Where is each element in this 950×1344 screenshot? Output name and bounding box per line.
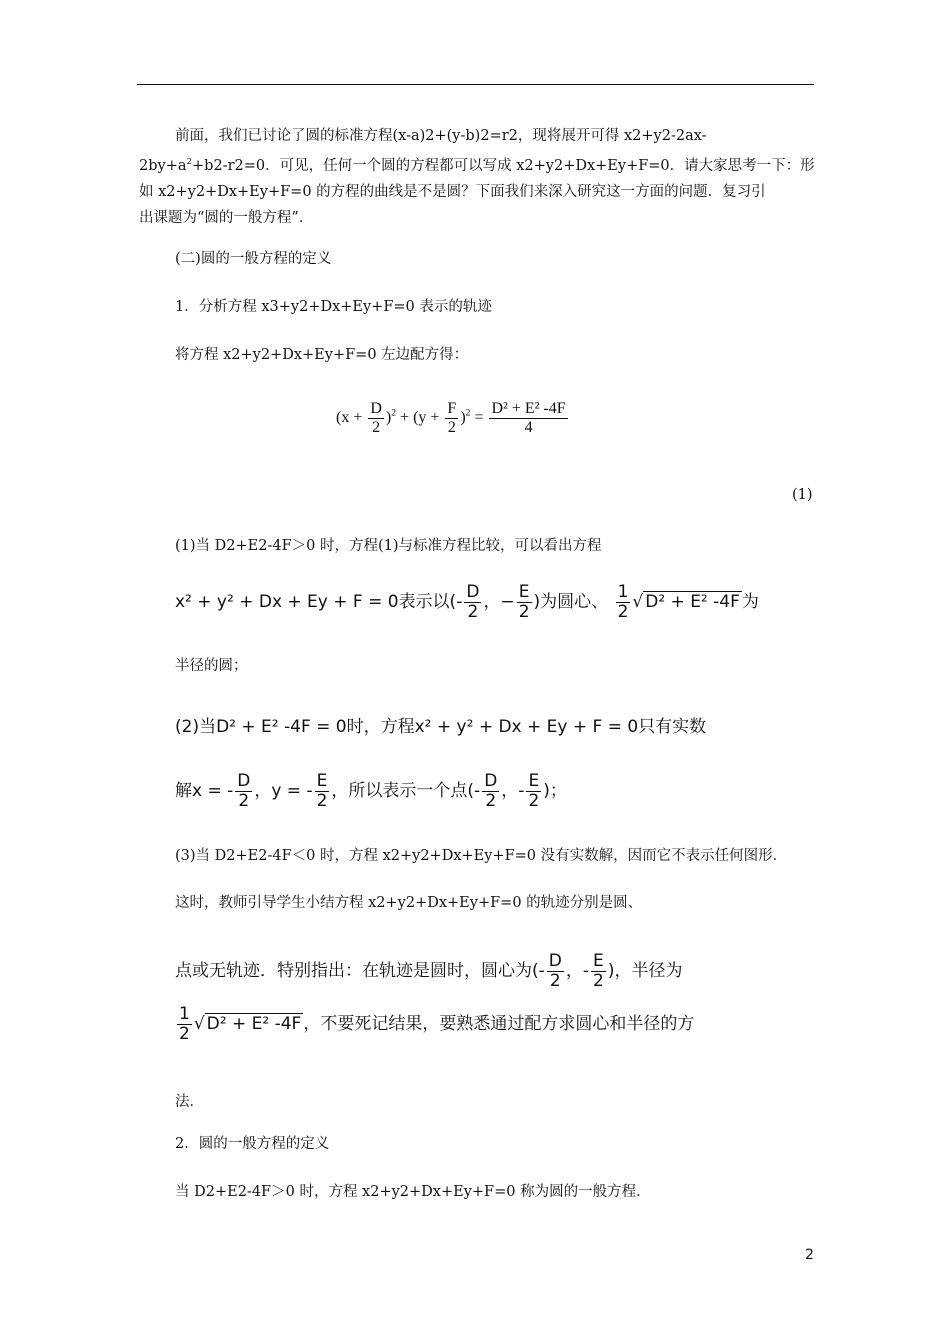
radicand: D² + E² -4F — [206, 1014, 302, 1035]
item2-heading: 2．圆的一般方程的定义 — [175, 1136, 330, 1152]
numerator: 1 — [179, 1004, 190, 1024]
numerator: D — [466, 582, 480, 602]
intro-line-1: 前面，我们已讨论了圆的标准方程(x-a)2+(y-b)2=r2，现将展开可得 x2+y2-2ax- — [175, 128, 707, 144]
denominator: 2 — [238, 790, 250, 811]
case1-math — [175, 583, 759, 621]
exponent: 2 — [465, 407, 471, 419]
summary-line-1: 这时，教师引导学生小结方程 x2+y2+Dx+Ey+F=0 的轨迹分别是圆、 — [175, 895, 643, 911]
denominator: 2 — [485, 790, 497, 811]
denominator: 2 — [179, 1023, 190, 1044]
intro-paragraph — [139, 123, 815, 231]
fraction — [591, 952, 606, 990]
case2-line-1 — [175, 712, 706, 737]
math-text: ，不要死记结果，要熟悉通过配方求圆心和半径的方 — [303, 1014, 695, 1035]
math-text: 只有实数 — [638, 717, 707, 737]
fraction — [315, 772, 330, 810]
math-text: 点或无轨迹．特别指出：在轨迹是圆时，圆心为(- — [175, 961, 545, 982]
math-text: (2)当 — [175, 717, 217, 737]
case1-text: (1)当 D2+E2-4F＞0 时，方程(1)与标准方程比较，可以看出方程 — [175, 538, 602, 554]
exponent: 2 — [391, 407, 397, 419]
intro-line-3: 如 x2+y2+Dx+Ey+F=0 的方程的曲线是不是圆？下面我们来深入研究这一方面的问题．复习引 — [139, 183, 766, 200]
denominator: 2 — [447, 418, 456, 436]
intro-line-4: 出课题为“圆的一般方程”． — [139, 209, 314, 226]
numerator: D — [484, 771, 498, 791]
equation-1 — [336, 400, 570, 436]
math-text: ，− — [483, 592, 515, 613]
numerator: E — [315, 772, 330, 792]
radicand: D² + E² -4F — [645, 592, 740, 613]
fraction — [177, 1005, 192, 1043]
fraction — [489, 400, 567, 436]
eq1-part: ) — [460, 408, 466, 426]
math-text: D² + E² -4F = 0 — [216, 717, 347, 737]
case3-text: (3)当 D2+E2-4F＜0 时，方程 x2+y2+Dx+Ey+F=0 没有实数解，因而它不表示任何图形． — [175, 848, 788, 864]
denominator: 2 — [518, 601, 530, 622]
eq1-part: (x + — [336, 408, 363, 426]
intro-line-2-sup: 2 — [186, 157, 193, 167]
numerator: F — [447, 400, 457, 417]
section-heading: (二)圆的一般方程的定义 — [175, 251, 332, 267]
denominator: 2 — [467, 601, 479, 622]
fraction — [464, 583, 481, 621]
intro-line-2 — [139, 149, 815, 179]
numerator: E — [526, 772, 541, 792]
math-text: ，所以表示一个点(- — [331, 781, 481, 802]
math-text: x² + y² + Dx + Ey + F = 0 — [414, 717, 639, 737]
fraction — [616, 583, 631, 621]
math-text: )； — [543, 781, 567, 802]
numerator: E — [591, 952, 606, 972]
math-text: ，- — [565, 961, 589, 982]
intro-line-2a: 2by+a — [139, 157, 187, 174]
math-text: x² + y² + Dx + Ey + F = 0 — [175, 592, 399, 613]
numerator: D — [237, 771, 251, 791]
denominator: 2 — [549, 970, 561, 991]
sqrt-sign: √ — [193, 1014, 205, 1035]
math-text: ，y = - — [254, 781, 313, 802]
numerator: 1 — [617, 582, 629, 602]
numerator: D — [370, 400, 382, 417]
numerator: D — [548, 951, 562, 971]
math-text: )为圆心、 — [533, 592, 609, 613]
fraction — [526, 772, 541, 810]
denominator: 2 — [593, 970, 604, 991]
item1-text: 将方程 x2+y2+Dx+Ey+F=0 左边配方得： — [175, 347, 469, 363]
item1-heading: 1．分析方程 x3+y2+Dx+Ey+F=0 表示的轨迹 — [175, 299, 492, 315]
item2-text: 当 D2+E2-4F＞0 时，方程 x2+y2+Dx+Ey+F=0 称为圆的一般方程． — [175, 1184, 651, 1200]
denominator: 2 — [372, 418, 381, 436]
case1-end: 半径的圆； — [175, 658, 248, 674]
case2-line-2 — [175, 772, 567, 810]
header-rule — [137, 84, 814, 85]
denominator: 4 — [524, 418, 533, 436]
equation-number: (1) — [792, 487, 813, 503]
math-text: )，半径为 — [607, 961, 683, 982]
numerator: E — [517, 583, 532, 603]
fraction — [235, 772, 252, 810]
fraction — [517, 583, 532, 621]
math-text: 表示以(- — [398, 592, 463, 613]
eq1-part: = — [474, 408, 484, 426]
fraction — [547, 952, 564, 990]
numerator: D² + E² -4F — [491, 400, 566, 417]
eq1-part: + (y + — [400, 408, 440, 426]
math-text: ，- — [501, 781, 525, 802]
math-text: 解x = - — [175, 781, 234, 802]
eq1-part: ) — [385, 408, 392, 426]
math-text: 为 — [741, 592, 759, 613]
intro-line-2b: +b2-r2=0．可见，任何一个圆的方程都可以写成 x2+y2+Dx+Ey+F=0．请大家思考一下：形 — [192, 157, 815, 174]
sqrt-sign: √ — [632, 592, 644, 613]
denominator: 2 — [617, 601, 629, 622]
summary-line-3 — [175, 1005, 694, 1043]
math-text: 时，方程 — [346, 717, 415, 737]
summary-line-2 — [175, 952, 682, 990]
page-number: 2 — [805, 1247, 814, 1263]
denominator: 2 — [528, 790, 540, 811]
summary-line-4: 法． — [175, 1094, 204, 1110]
fraction — [482, 772, 499, 810]
fraction — [445, 400, 458, 436]
denominator: 2 — [316, 790, 328, 811]
fraction — [368, 400, 384, 436]
